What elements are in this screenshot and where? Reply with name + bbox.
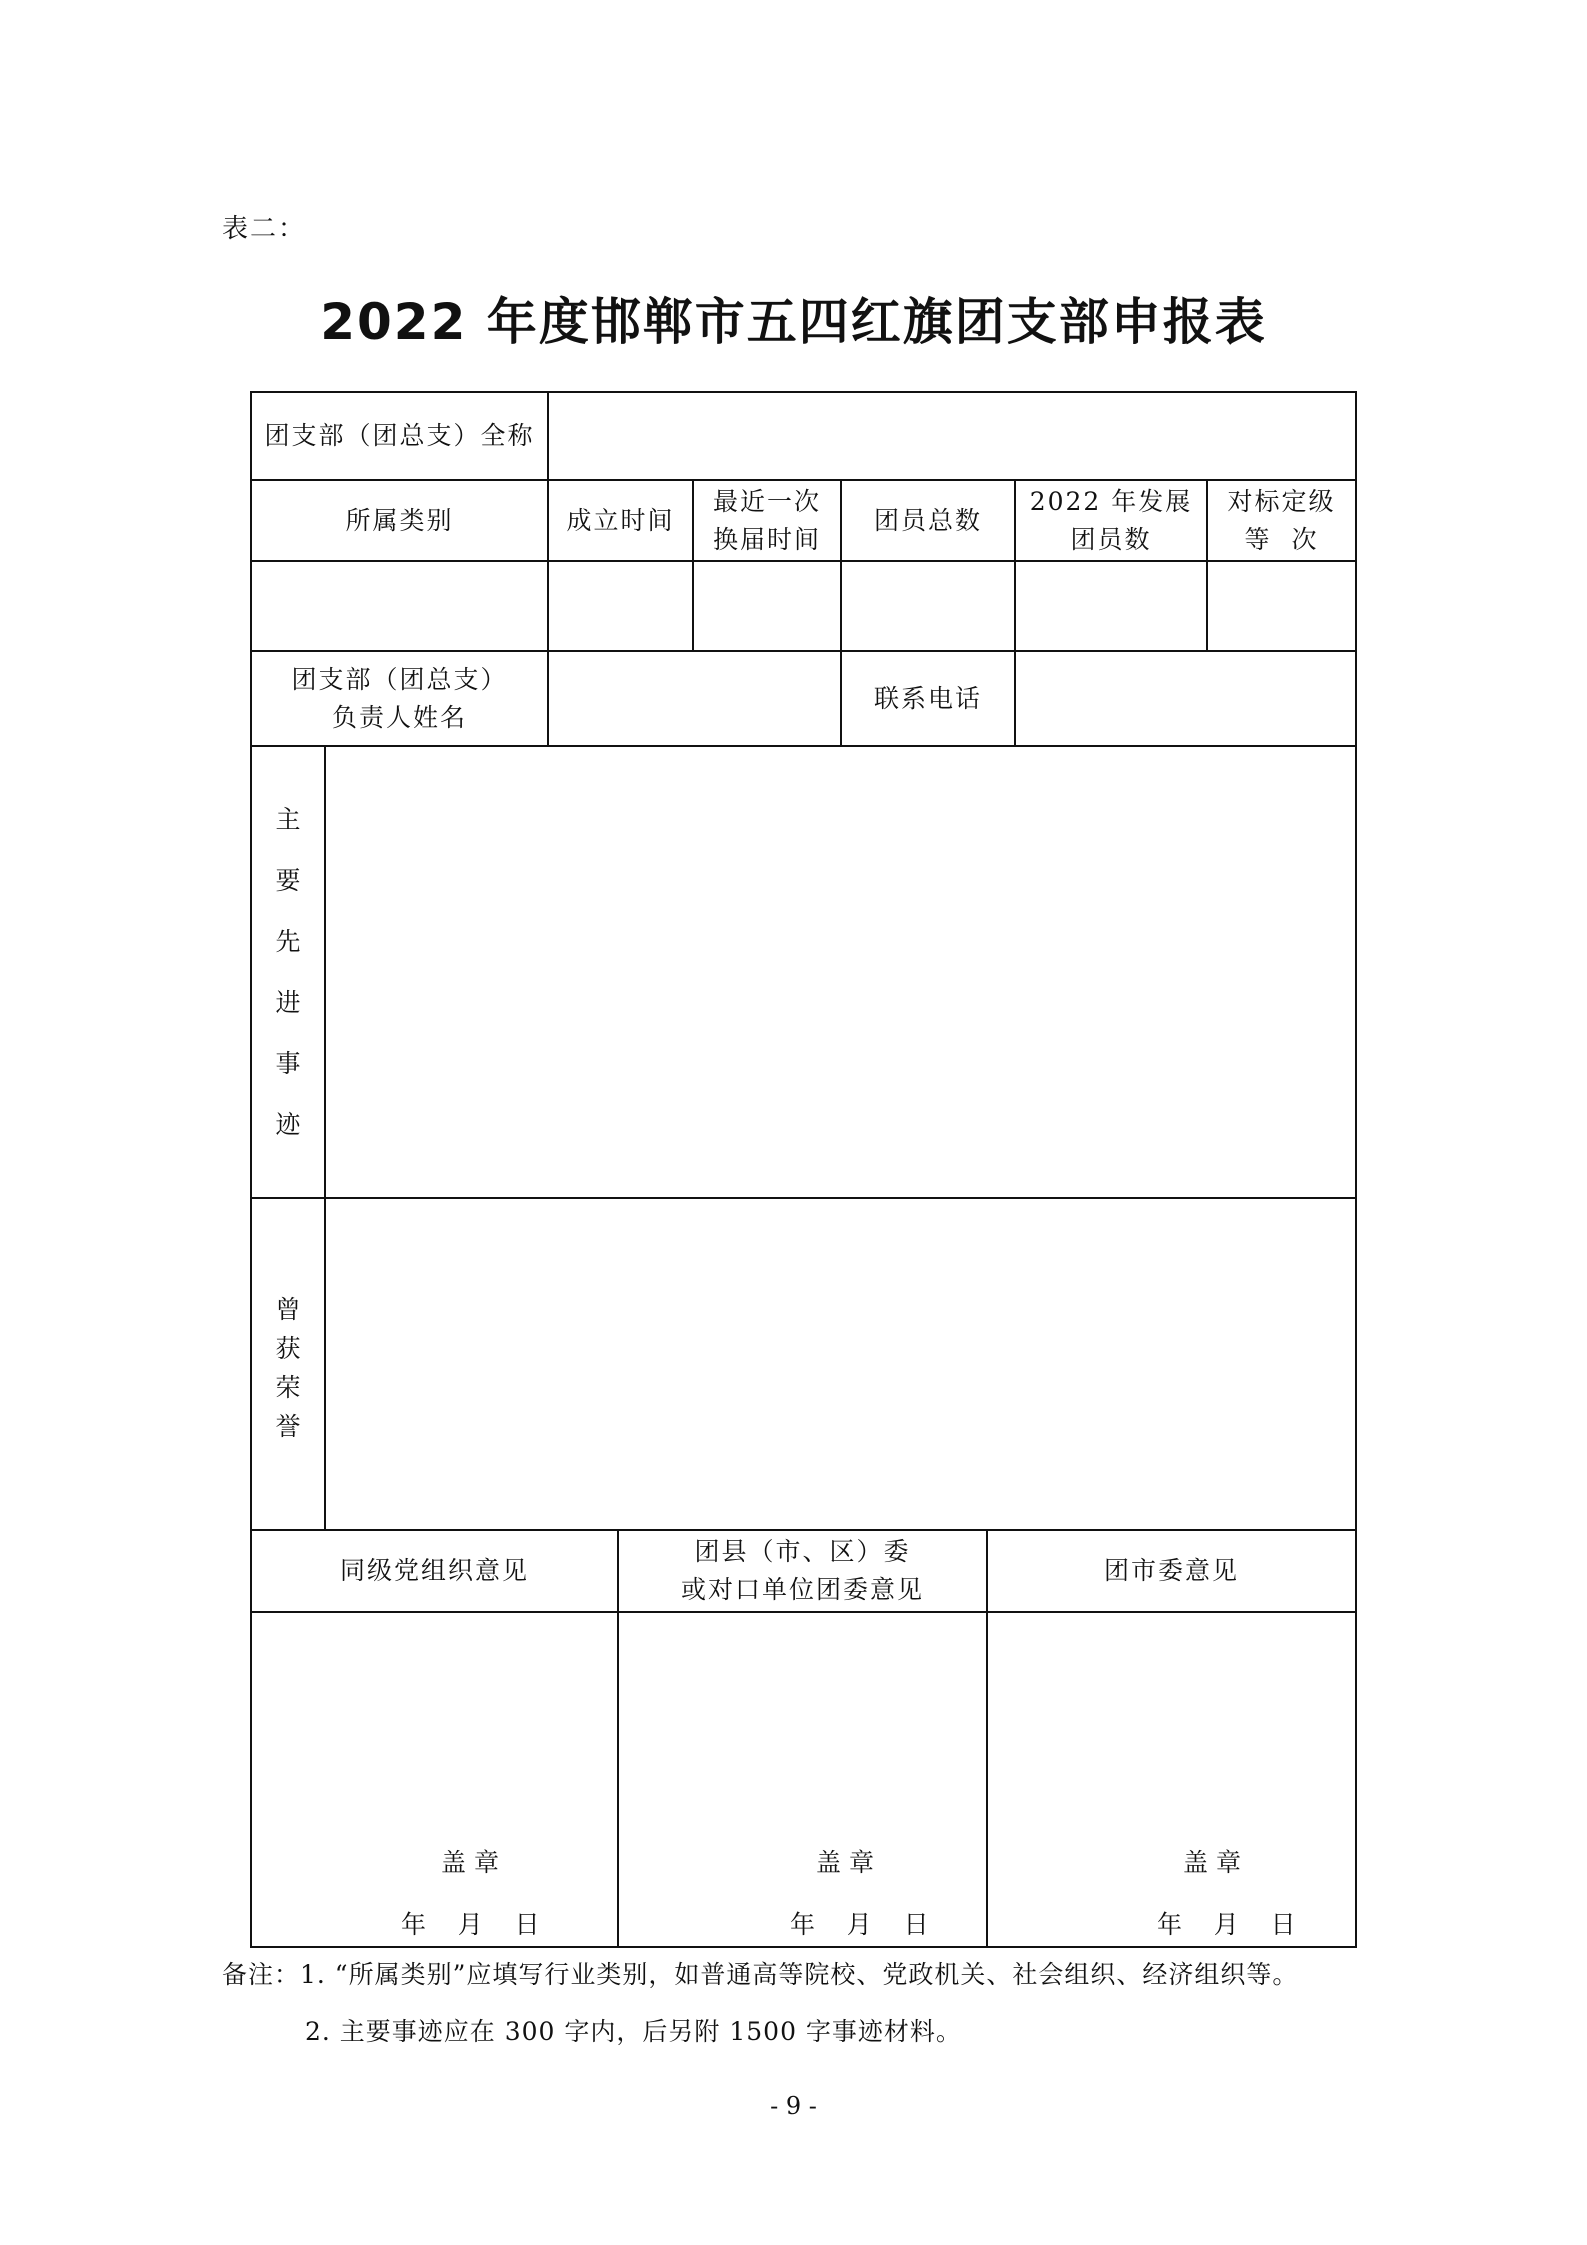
note-line-1: 备注：1. “所属类别”应填写行业类别，如普通高等院校、党政机关、社会组织、经济组织等。 [222, 1960, 1299, 1989]
date-label-party: 年 月 日 [401, 1910, 540, 1939]
new-members-label [1016, 481, 1206, 560]
grade-label-line2: 等 次 [1244, 524, 1319, 554]
deeds-char: 进 [275, 988, 301, 1017]
leader-field[interactable] [549, 652, 840, 745]
grade-label [1208, 481, 1355, 560]
full-name-label: 团支部（团总支）全称 [264, 421, 535, 450]
honors-char: 获 [275, 1334, 301, 1363]
opinion-county-label [619, 1531, 986, 1611]
honors-field[interactable] [326, 1199, 1355, 1529]
deeds-char: 主 [275, 805, 301, 834]
seal-label-city: 盖 章 [1183, 1848, 1241, 1877]
category-label: 所属类别 [345, 505, 454, 535]
honors-char: 荣 [275, 1373, 301, 1402]
full-name-field[interactable] [549, 393, 1355, 479]
last-election-label [694, 481, 840, 560]
phone-label: 联系电话 [873, 683, 982, 713]
founded-label: 成立时间 [566, 505, 675, 535]
opinion-city-field[interactable] [988, 1613, 1355, 1946]
date-label-city: 年 月 日 [1157, 1910, 1296, 1939]
honors-label [252, 1290, 324, 1446]
new-members-label-line2: 团员数 [1070, 524, 1152, 554]
new-members-field[interactable] [1016, 562, 1206, 650]
grade-label-line1: 对标定级 [1227, 486, 1336, 516]
phone-field[interactable] [1016, 652, 1355, 745]
opinion-county-label-line1: 团县（市、区）委 [694, 1537, 911, 1566]
opinion-party-label: 同级党组织意见 [339, 1556, 529, 1585]
table-border-bottom [250, 1946, 1357, 1948]
table-border-right [1355, 391, 1357, 1948]
last-election-label-line1: 最近一次 [712, 486, 821, 516]
deeds-field[interactable] [326, 747, 1355, 1197]
date-label-county: 年 月 日 [790, 1910, 929, 1939]
deeds-char: 要 [275, 866, 301, 895]
table-label: 表二： [222, 214, 307, 244]
deeds-label [252, 800, 324, 1166]
grade-field[interactable] [1208, 562, 1355, 650]
seal-label-party: 盖 章 [441, 1848, 499, 1877]
opinion-county-label-line2: 或对口单位团委意见 [680, 1575, 924, 1604]
opinion-city-label: 团市委意见 [1103, 1556, 1239, 1585]
last-election-label-line2: 换届时间 [712, 524, 821, 554]
deeds-char: 事 [275, 1049, 301, 1078]
page-number: - 9 - [770, 2092, 817, 2120]
leader-label-line2: 负责人姓名 [331, 702, 467, 732]
deeds-char: 先 [275, 927, 301, 956]
leader-label [252, 652, 547, 745]
leader-label-line1: 团支部（团总支） [291, 664, 508, 694]
new-members-label-line1: 2022 年发展 [1029, 486, 1193, 516]
note-line-2: 2. 主要事迹应在 300 字内，后另附 1500 字事迹材料。 [305, 2017, 962, 2046]
last-election-field[interactable] [694, 562, 840, 650]
opinion-county-field[interactable] [619, 1613, 986, 1946]
members-total-label: 团员总数 [873, 505, 982, 535]
honors-char: 曾 [275, 1295, 301, 1324]
honors-char: 誉 [275, 1412, 301, 1441]
deeds-char: 迹 [275, 1110, 301, 1139]
founded-field[interactable] [549, 562, 692, 650]
members-total-field[interactable] [842, 562, 1014, 650]
page-title: 2022 年度邯郸市五四红旗团支部申报表 [320, 293, 1267, 351]
opinion-party-field[interactable] [252, 1613, 617, 1946]
category-field[interactable] [252, 562, 547, 650]
seal-label-county: 盖 章 [816, 1848, 874, 1877]
